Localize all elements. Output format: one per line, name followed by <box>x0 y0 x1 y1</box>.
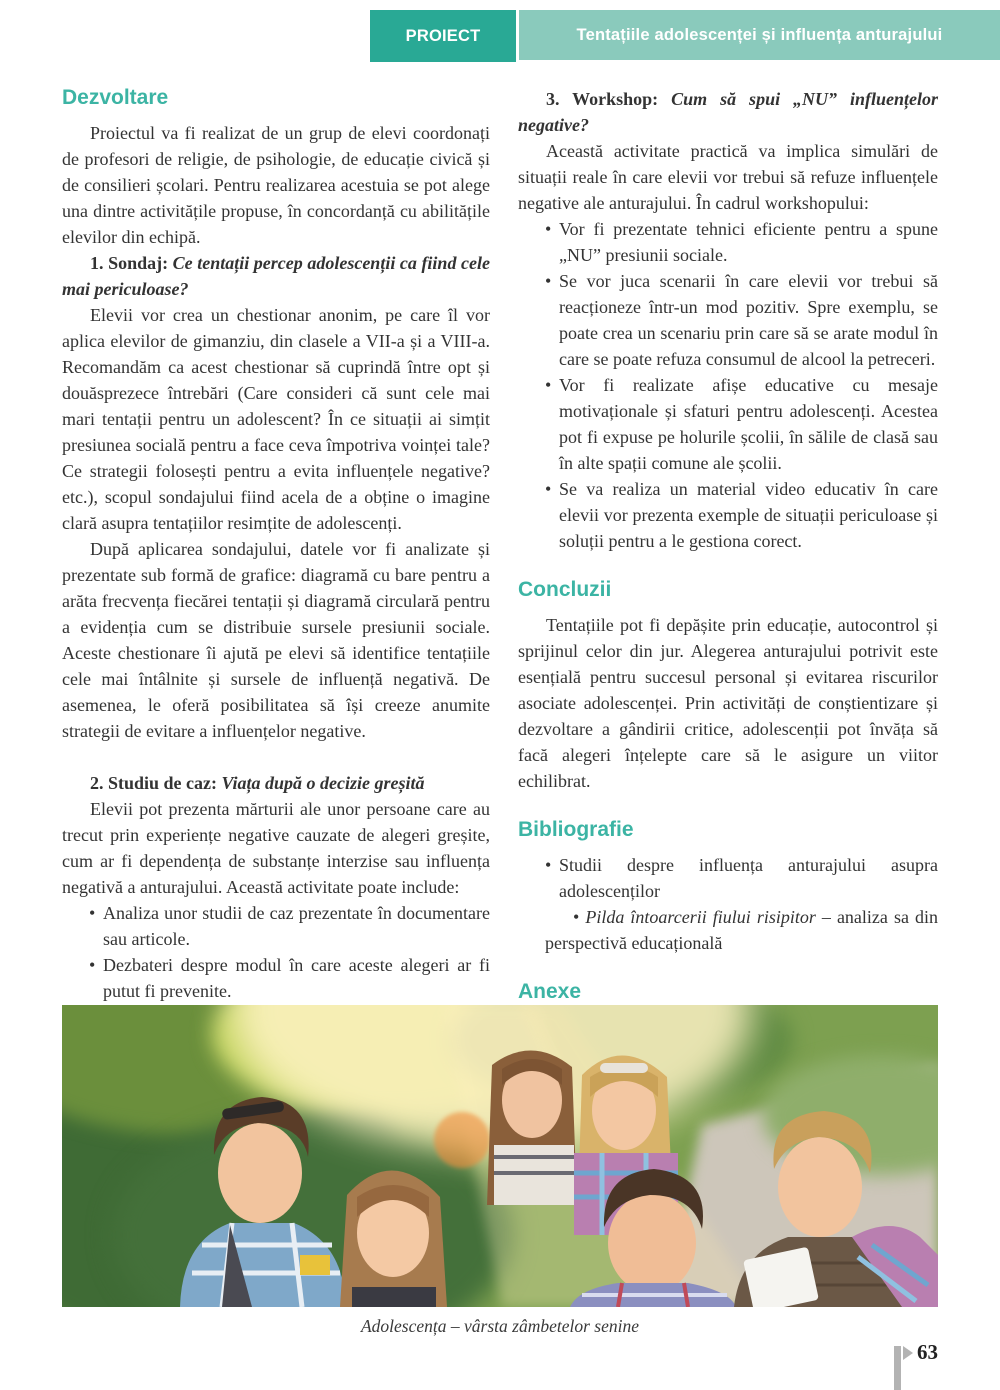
header-tag-label: PROIECT <box>405 26 481 45</box>
section-heading-concluzii: Concluzii <box>518 578 612 601</box>
workshop-label: 3. Workshop: <box>546 89 672 109</box>
left-column <box>62 86 490 1004</box>
studiu-label: 2. Studiu de caz: <box>90 773 222 793</box>
list-item: • Vor fi realizate afișe educative cu mesaje motivaționale și sfaturi pentru adolescenți. Acestea pot fi expuse pe holurile școlii, în sălile de clasă sau în alte spații comune ale școlii. <box>545 372 938 476</box>
paragraph-studiu: Elevii pot prezenta mărturii ale unor persoane care au trecut prin experiențe negative cauzate de alegeri greșite, cum ar fi dependența de substanțe interzise sau influența negativă a anturajului. Această activitate poate include: <box>62 799 490 897</box>
list-item <box>545 904 938 956</box>
biblio-item-italic: Pilda întoarcerii fiului risipitor <box>585 907 816 927</box>
paragraph-studiu-title <box>62 770 490 796</box>
person-girl-striped <box>487 1050 577 1205</box>
biblio-item-rest: – analiza sa din perspectivă educațională <box>545 907 938 953</box>
list-item: • Se va realiza un material video educativ în care elevii vor prezenta exemple de situații periculoase și soluții pentru a le gestiona corect. <box>545 476 938 554</box>
paragraph-concluzii: Tentațiile pot fi depășite prin educație, autocontrol și sprijinul celor din jur. Alegerea anturajului potrivit este esențială pentru succesul personal și evitarea riscurilor asociate adolescenței. Prin activități de conștientizare și dezvoltare a gândirii critice, adolescenții pot învăța să facă alegeri înțelepte care să le asigure un viitor echilibrat. <box>518 615 938 791</box>
paragraph-sondaj-1: Elevii vor crea un chestionar anonim, pe care îl vor aplica elevilor de gimanziu, din clasele a VII-a și a VIII-a. Recomandăm ca acest chestionar să cuprindă între opt și douăsprezece întrebări (Care consideri că sunt cele mai mari tentații pentru un adolescent? În ce situații ai simțit presiunea socială pentru a face ceva împotriva voinței tale? Ce strategii folosești pentru a evita influențele negative? etc.), scopul sondajului fiind acela de a obține o imagine clară asupra tentațiilor resimțite de adolescenți. <box>62 305 490 533</box>
paragraph-workshop: Această activitate practică va implica simulări de situații reale în care elevii vor trebui să refuze influențele negative ale anturajului. În cadrul workshopului: <box>518 141 938 213</box>
list-item: • Se vor juca scenarii în care elevii vor trebui să reacționeze într-un mod pozitiv. Spre exemplu, se poate crea un scenariu prin care să se arate modul în care se poate refuza consumul de alcool la petreceri. <box>545 268 938 372</box>
studiu-bullet-list <box>62 900 490 1004</box>
section-heading-dezvoltare: Dezvoltare <box>62 86 169 109</box>
paragraph-workshop-title <box>518 86 938 138</box>
bullet-dot <box>573 907 585 927</box>
list-item: • Analiza unor studii de caz prezentate în documentare sau articole. <box>89 900 490 952</box>
header-title: Tentațiile adolescenței și influența anturajului <box>576 25 943 44</box>
person-girl-front <box>340 1170 447 1307</box>
header-title-box <box>519 10 1000 60</box>
list-item: • Dezbateri despre modul în care aceste alegeri ar fi putut fi prevenite. <box>89 952 490 1004</box>
sondaj-label: 1. Sondaj: <box>90 253 173 273</box>
page-marker-arrow-icon <box>903 1346 913 1360</box>
studiu-title-italic: Viața după o decizie greșită <box>221 773 425 793</box>
header-tag-box <box>370 10 516 62</box>
paragraph-intro: Proiectul va fi realizat de un grup de elevi coordonați de profesori de religie, de psihologie, de educație civică și de consilieri școlari. Pentru realizarea acestuia se pot alege una dintre activitățile propuse, în concordanță cu abilitățile elevilor din echipă. <box>62 123 490 247</box>
right-column <box>518 86 938 1066</box>
paragraph-sondaj-2: După aplicarea sondajului, datele vor fi analizate și prezentate sub formă de grafice: diagramă cu bare pentru a arăta frecvența fiecărei tentații și diagramă circulară pentru a evidenția cum se distribuie sursele presiunii sociale. Aceste chestionare îi ajută pe elevi să identifice tentațiile cele mai întâlnite și sursele de influență negativă. De asemenea, le oferă posibilitatea să își creeze anumite strategii de evitare a influențelor negative. <box>62 539 490 741</box>
list-item: • Vor fi prezentate tehnici eficiente pentru a spune „NU” presiunii sociale. <box>545 216 938 268</box>
sondaj-title-italic: Ce tentații percep adolescenții ca fiind cele mai periculoase? <box>62 253 490 299</box>
teenagers-group-photo <box>62 1005 938 1307</box>
workshop-title-italic: Cum să spui „NU” influențelor negative? <box>518 89 938 135</box>
list-item: • Studii despre influența anturajului asupra adolescenților <box>545 852 938 904</box>
page-number: 63 <box>917 1340 938 1364</box>
photo-caption: Adolescența – vârsta zâmbetelor senine <box>360 1316 639 1336</box>
photo-illustration <box>62 1005 938 1307</box>
bibliografie-bullet-list <box>518 852 938 956</box>
page-marker-bar <box>894 1346 901 1390</box>
section-heading-anexe: Anexe <box>518 980 582 1003</box>
section-heading-bibliografie: Bibliografie <box>518 818 634 841</box>
paragraph-sondaj-title <box>62 250 490 302</box>
workshop-bullet-list <box>518 216 938 554</box>
